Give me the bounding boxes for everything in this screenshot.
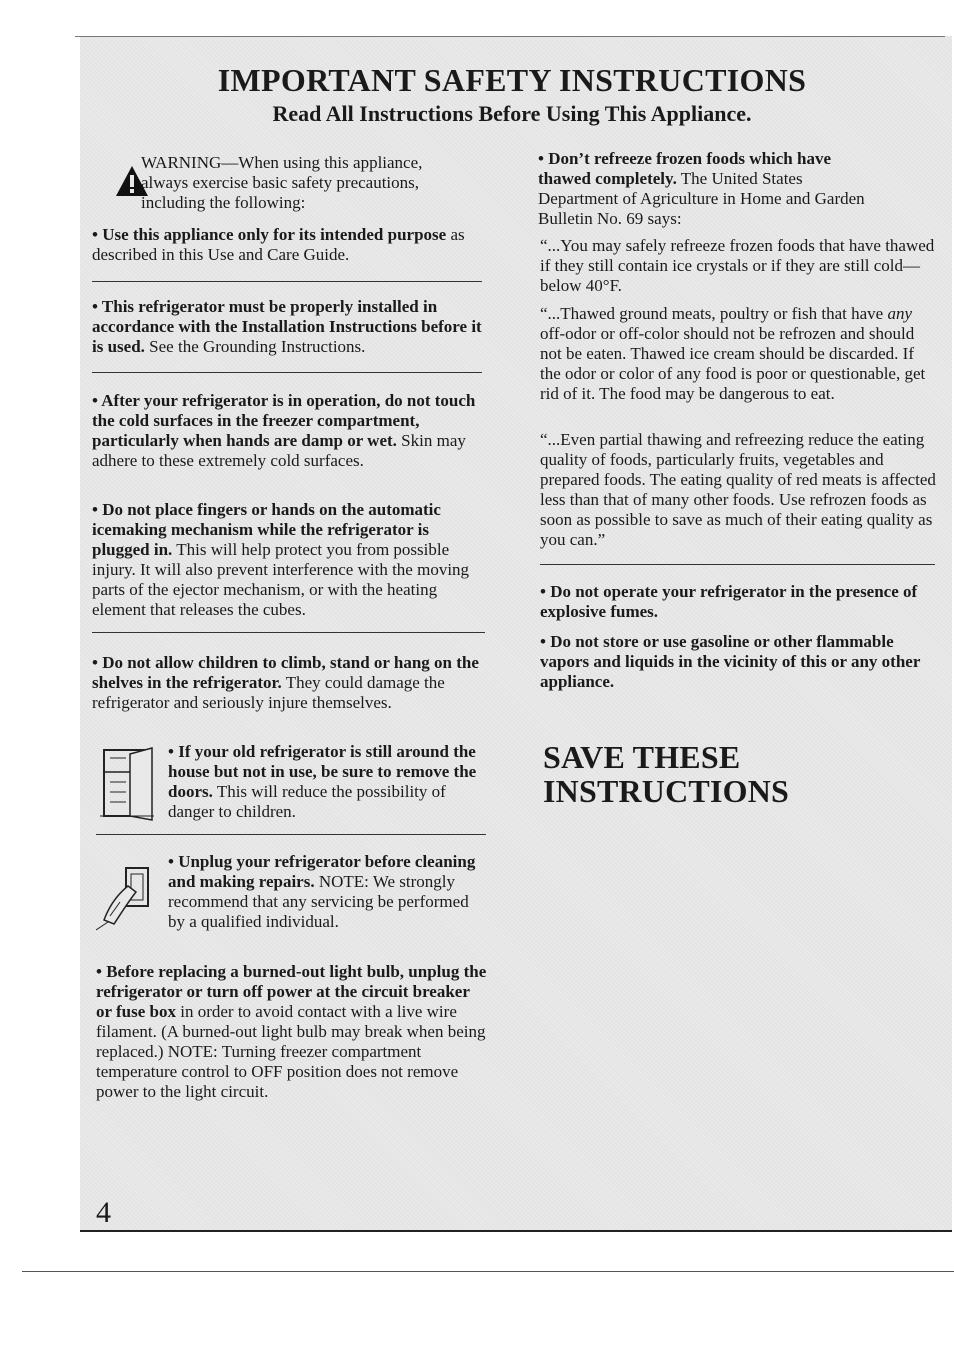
item-bold: • Don’t refreeze frozen foods which have thawed completely. xyxy=(538,149,832,188)
divider xyxy=(96,834,486,835)
bottom-rule xyxy=(80,1230,952,1232)
refrigerator-icon xyxy=(98,746,156,822)
divider xyxy=(92,372,482,373)
item-text: They could damage the refrigerator and seriously injure themselves. xyxy=(92,673,445,712)
divider xyxy=(92,281,482,282)
item-bold: • This refrigerator must be properly installed in accordance with the Installation Instructions before it is used. xyxy=(92,297,482,356)
item-text: Turning freezer compartment temperature control to OFF position does not remove power to the light circuit. xyxy=(96,1042,459,1101)
item-bold: • Do not allow children to climb, stand or hang on the shelves in the refrigerator. xyxy=(92,653,479,692)
item-gasoline: • Do not store or use gasoline or other flammable vapors and liquids in the vicinity of this or any other appliance. xyxy=(540,632,921,691)
divider xyxy=(540,564,935,565)
page-subtitle: Read All Instructions Before Using This Appliance. xyxy=(272,101,752,126)
item-light-bulb xyxy=(96,962,489,1102)
item-bold: • If your old refrigerator is still around the house but not in use, be sure to remove the doors. xyxy=(168,742,477,801)
quote-ice-crystals: “...You may safely refreeze frozen foods that have thawed if they still contain ice crystals or if they are still cold—below 40°F. xyxy=(540,236,935,295)
item-old-refrigerator xyxy=(168,742,486,822)
item-text: See the Grounding Instructions. xyxy=(144,337,366,356)
item-refreeze xyxy=(538,149,878,229)
item-text: This will reduce the possibility of danger to children. xyxy=(168,782,446,821)
item-bold: • Do not place fingers or hands on the automatic icemaking mechanism while the refrigerator is plugged in. xyxy=(92,500,441,559)
item-bold: • Unplug your refrigerator before cleaning and making repairs. xyxy=(168,852,476,891)
unplug-icon xyxy=(96,858,160,932)
item-text: in order to avoid contact with a live wire filament. (A burned-out light bulb may break when being replaced.) xyxy=(96,1002,486,1061)
note-label: NOTE: xyxy=(318,872,369,891)
item-text: The United States Department of Agriculture in Home and Garden Bulletin No. 69 says: xyxy=(538,169,865,228)
item-text: Skin may adhere to these extremely cold surfaces. xyxy=(92,431,466,470)
item-intended-purpose xyxy=(92,225,487,265)
item-children xyxy=(92,653,485,713)
quote-eating-quality: “...Even partial thawing and refreezing reduce the eating quality of foods, particularly fruits, vegetables and prepared foods. The eating quality of red meats is affected less than that of many other foods. Use refrozen foods as soon as possible to save as much of their eating quality as you can.” xyxy=(540,430,936,549)
quote-thawed-meats: “...Thawed ground meats, poultry or fish that have any off-odor or off-color should not be refrozen and should not be eaten. Thawed ice cream should be discarded. If the odor or color of any food is poor or questionable, get rid of it. The food may be dangerous to eat. xyxy=(540,304,926,403)
footer-rule xyxy=(22,1271,954,1272)
item-text: We strongly recommend that any servicing be performed by a qualified individual. xyxy=(168,872,469,931)
item-unplug xyxy=(168,852,486,932)
item-installation xyxy=(92,297,482,357)
item-explosive-fumes: • Do not operate your refrigerator in the presence of explosive fumes. xyxy=(540,582,918,621)
page-title: IMPORTANT SAFETY INSTRUCTIONS xyxy=(217,62,807,98)
warning-text: —When using this appliance, always exercise basic safety precautions, including the following: xyxy=(141,153,423,212)
warning-label: WARNING xyxy=(141,153,222,172)
top-rule xyxy=(75,36,945,37)
item-bold: • Use this appliance only for its intended purpose xyxy=(92,225,447,244)
item-bold: • Before replacing a burned-out light bulb, unplug the refrigerator or turn off power at the circuit breaker or fuse box xyxy=(96,962,487,1021)
item-icemaker xyxy=(92,500,485,620)
page-number: 4 xyxy=(96,1196,111,1229)
item-bold: • After your refrigerator is in operation, do not touch the cold surfaces in the freezer compartment, particularly when hands are damp or wet. xyxy=(92,391,476,450)
divider xyxy=(92,632,485,633)
item-text: This will help protect you from possible injury. It will also prevent interference with the moving parts of the ejector mechanism, or with the heating element that releases the cubes. xyxy=(92,540,470,619)
warning-block xyxy=(141,153,471,213)
item-text: as described in this Use and Care Guide. xyxy=(92,225,465,264)
item-cold-surfaces xyxy=(92,391,485,471)
note-label: NOTE: xyxy=(167,1042,218,1061)
save-instructions-heading: SAVE THESE INSTRUCTIONS xyxy=(543,739,790,809)
